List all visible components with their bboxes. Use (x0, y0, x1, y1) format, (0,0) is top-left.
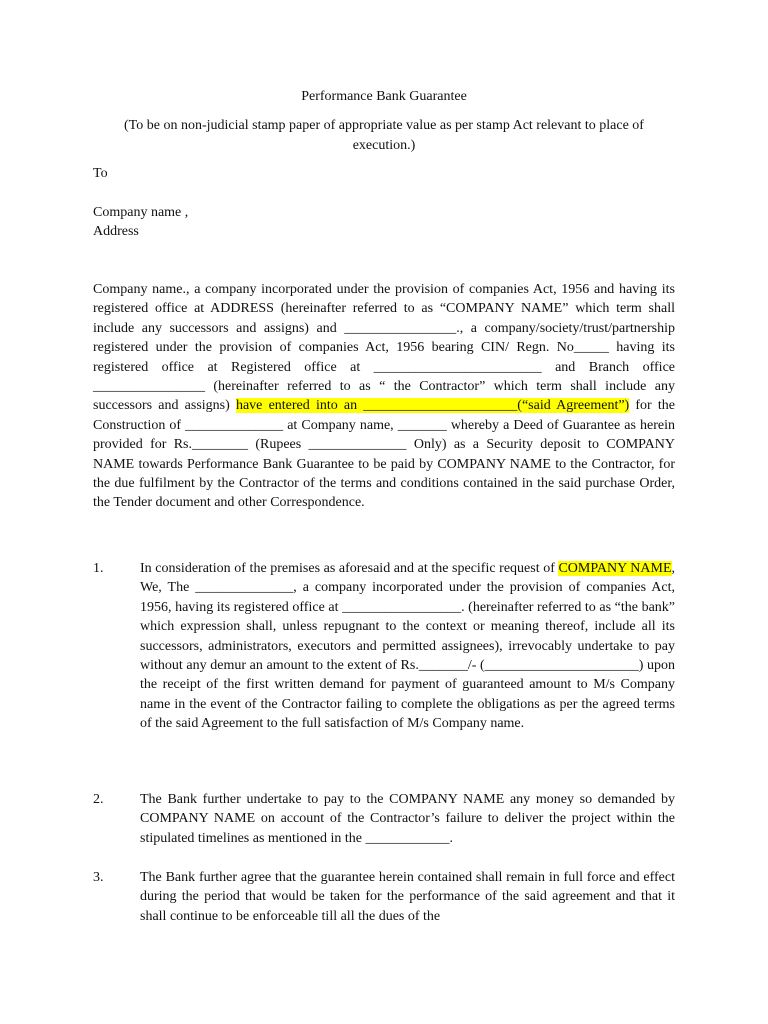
clause-number: 3. (93, 870, 104, 885)
clause-text-start: The Bank further undertake to pay to the COMPANY NAME any money so demanded by COMPANY NAME on account of the Contractor’s failure to deliver the project within the stipulated timelines as mentioned in the ____________. (140, 792, 675, 846)
intro-text-end: for the Construction of ______________ at Company name, _______ whereby a Deed of Guarantee as herein provided for Rs.________ (Rupees ______________ Only) as a Security deposit to COMPANY NAME towards Performance Bank Guarantee to be paid by COMPANY NAME to the Contractor, for the due fulfilment by the Contractor of the terms and conditions contained in the said purchase Order, the Tender document and other Correspondence. (93, 398, 676, 511)
clause-text-start: In consideration of the premises as aforesaid and at the specific request of (140, 561, 559, 576)
clause-number: 2. (93, 792, 104, 807)
clause-text (140, 790, 675, 848)
clause-text (140, 559, 675, 734)
intro-paragraph (93, 280, 675, 513)
document-subtitle: (To be on non-judicial stamp paper of appropriate value as per stamp Act relevant to place of execution.) (124, 118, 644, 153)
intro-highlight: have entered into an ______________________(“said Agreement”) (235, 398, 630, 414)
clause-text (140, 868, 675, 926)
intro-text-start: Company name., a company incorporated under the provision of companies Act, 1956 and having its registered office at ADDRESS (hereinafter referred to as “COMPANY NAME” which term shall include any successors and assigns) and ________________., a company/society/trust/partnership registered under the provision of companies Act, 1956 bearing CIN/ Regn. No_____ having its registered office at Registered office at ________________________ and Branch office ________________ (hereinafter referred to as “ the Contractor” which term shall include any successors and assigns) (93, 282, 675, 414)
clause-number: 1. (93, 561, 104, 576)
to-label: To (93, 166, 108, 181)
recipient-address: Address (93, 224, 139, 239)
clause-text-end: , We, The ______________, a company incorporated under the provision of companies Act, 1956, having its registered office at _________________. (hereinafter referred to as “the bank” which expression shall, unless repugnant to the context or meaning thereof, include all its successors, administrators, executors and permitted assignees), irrevocably undertake to pay without any demur an amount to the extent of Rs._______/- (______________________) upon the receipt of the first written demand for payment of guaranteed amount to M/s Company name in the event of the Contractor failing to complete the obligations as per the agreed terms of the said Agreement to the full satisfaction of M/s Company name. (140, 561, 676, 732)
recipient-company: Company name , (93, 205, 189, 220)
clause-highlight: COMPANY NAME (558, 561, 672, 576)
clause-text-start: The Bank further agree that the guarantee herein contained shall remain in full force and effect during the period that would be taken for the performance of the said agreement and that it shall continue to be enforceable till all the dues of the (140, 870, 675, 924)
recipient-block (93, 203, 188, 241)
document-title: Performance Bank Guarantee (301, 89, 467, 104)
